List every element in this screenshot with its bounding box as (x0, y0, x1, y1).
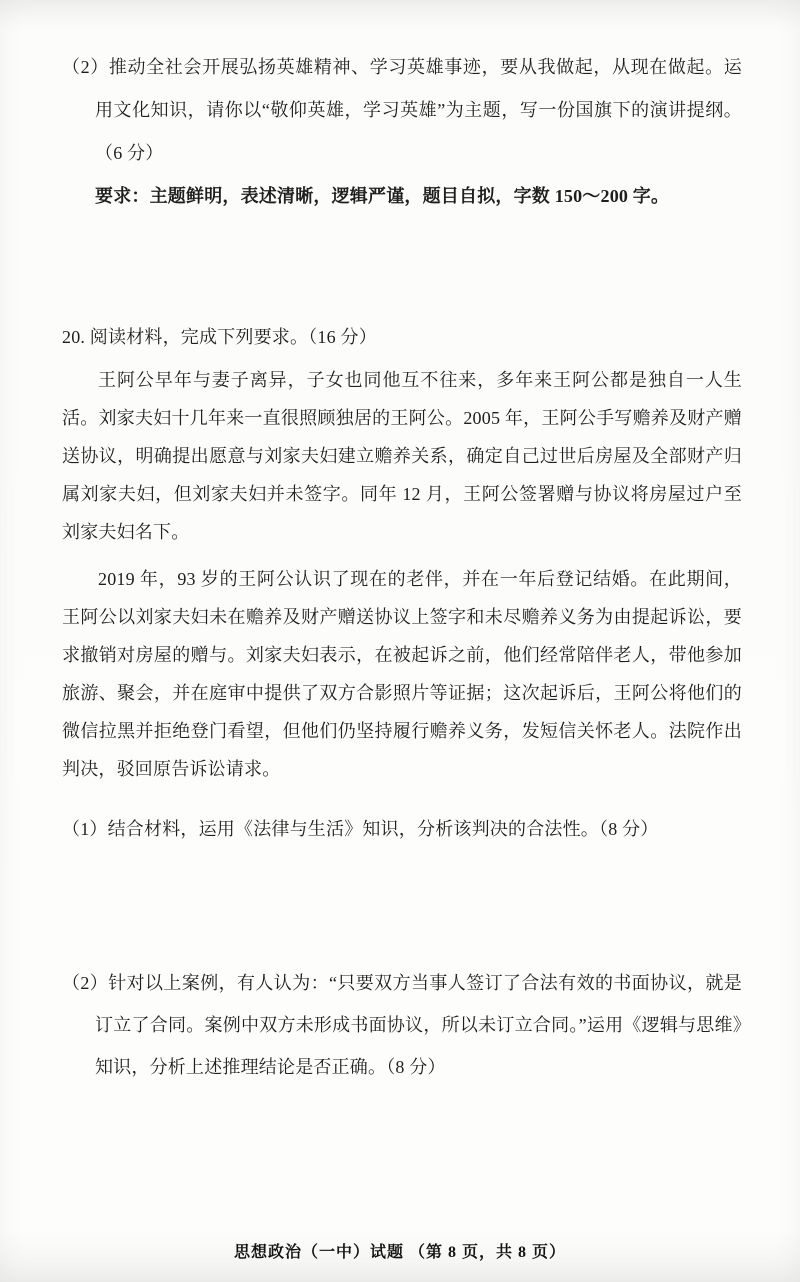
question-19-part2-block (62, 46, 742, 218)
question-20-sub-1-text: 结合材料，运用《法律与生活》知识，分析该判决的合法性。（8 分） (107, 819, 659, 839)
question-19-part2-requirement: 要求：主题鲜明，表述清晰，逻辑严谨，题目自拟，字数 150～200 字。 (95, 186, 670, 206)
question-20-paragraph-1: 王阿公早年与妻子离异，子女也同他互不往来，多年来王阿公都是独自一人生活。刘家夫妇十几年来一直很照顾独居的王阿公。2005 年，王阿公手写赡养及财产赠送协议，明确提出愿意与刘家夫妇建立赡养关系，确定自己过世后房屋及全部财产归属刘家夫妇，但刘家夫妇并未签字。同年 12 月，王阿公签署赠与协议将房屋过户至刘家夫妇名下。 (62, 370, 742, 542)
question-19-part2-line (62, 46, 742, 175)
question-20-heading: 20. 阅读材料，完成下列要求。（16 分） (62, 327, 377, 347)
question-19-part2-label: （2） (62, 57, 109, 77)
question-20-sub-2-text: 针对以上案例，有人认为：“只要双方当事人签订了合法有效的书面协议，就是订立了合同。案例中双方未形成书面协议，所以未订立合同。”运用《逻辑与思维》知识，分析上述推理结论是否正确。（8 分） (95, 973, 742, 1077)
question-20-block (62, 322, 742, 1088)
question-20-paragraph-2: 2019 年，93 岁的王阿公认识了现在的老伴，并在一年后登记结婚。在此期间，王阿公以刘家夫妇未在赡养及财产赠送协议上签字和未尽赡养义务为由提起诉讼，要求撤销对房屋的赠与。刘家夫妇表示，在被起诉之前，他们经常陪伴老人，带他参加旅游、聚会，并在庭审中提供了双方合影照片等证据；这次起诉后，王阿公将他们的微信拉黑并拒绝登门看望，但他们仍坚持履行赡养义务，发短信关怀老人。法院作出判决，驳回原告诉讼请求。 (62, 569, 742, 779)
question-20-sub-1-label: （1） (62, 819, 108, 839)
question-20-sub-1 (62, 808, 742, 850)
question-20-sub-2 (62, 962, 742, 1088)
question-19-part2-text: 推动全社会开展弘扬英雄精神、学习英雄事迹，要从我做起，从现在做起。运用文化知识，请你以“敬仰英雄，学习英雄”为主题，写一份国旗下的演讲提纲。（6 分） (95, 57, 742, 163)
question-20-sub-2-label: （2） (62, 973, 109, 993)
page-footer: 思想政治（一中）试题 （第 8 页，共 8 页） (233, 1244, 566, 1261)
